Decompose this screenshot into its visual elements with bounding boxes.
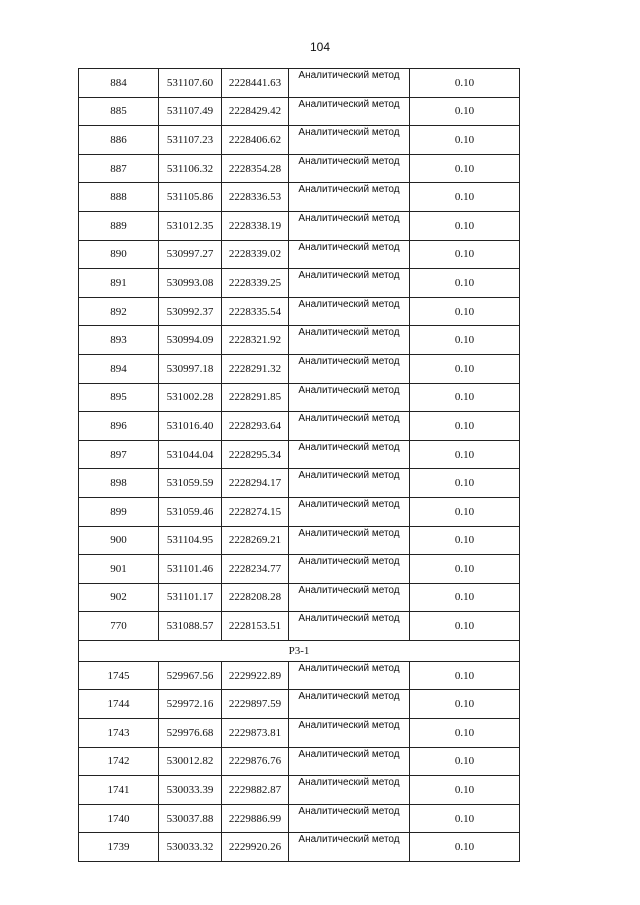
table-row (79, 354, 520, 383)
point-id-cell: 885 (79, 97, 159, 126)
method-cell: Аналитический метод (289, 69, 410, 98)
x-coordinate-cell: 529967.56 (159, 661, 222, 690)
point-id-cell: 1741 (79, 776, 159, 805)
accuracy-cell: 0.10 (410, 269, 520, 298)
point-id-cell: 1742 (79, 747, 159, 776)
table-row (79, 497, 520, 526)
point-id-cell: 1743 (79, 719, 159, 748)
y-coordinate-cell: 2228441.63 (222, 69, 289, 98)
y-coordinate-cell: 2229897.59 (222, 690, 289, 719)
table-row (79, 126, 520, 155)
method-cell: Аналитический метод (289, 719, 410, 748)
y-coordinate-cell: 2228321.92 (222, 326, 289, 355)
y-coordinate-cell: 2228336.53 (222, 183, 289, 212)
accuracy-cell: 0.10 (410, 240, 520, 269)
y-coordinate-cell: 2228339.25 (222, 269, 289, 298)
method-cell: Аналитический метод (289, 747, 410, 776)
point-id-cell: 901 (79, 555, 159, 584)
table-row (79, 583, 520, 612)
point-id-cell: 893 (79, 326, 159, 355)
section-header-body (79, 640, 520, 661)
x-coordinate-cell: 530992.37 (159, 297, 222, 326)
section-label: Р3-1 (79, 640, 520, 661)
accuracy-cell: 0.10 (410, 583, 520, 612)
table-row (79, 69, 520, 98)
point-id-cell: 1744 (79, 690, 159, 719)
point-id-cell: 1745 (79, 661, 159, 690)
x-coordinate-cell: 531104.95 (159, 526, 222, 555)
method-cell: Аналитический метод (289, 183, 410, 212)
method-cell: Аналитический метод (289, 240, 410, 269)
x-coordinate-cell: 530012.82 (159, 747, 222, 776)
table-row (79, 97, 520, 126)
method-cell: Аналитический метод (289, 326, 410, 355)
y-coordinate-cell: 2229882.87 (222, 776, 289, 805)
x-coordinate-cell: 531101.46 (159, 555, 222, 584)
accuracy-cell: 0.10 (410, 612, 520, 641)
method-cell: Аналитический метод (289, 211, 410, 240)
method-cell: Аналитический метод (289, 154, 410, 183)
accuracy-cell: 0.10 (410, 326, 520, 355)
accuracy-cell: 0.10 (410, 440, 520, 469)
point-id-cell: 888 (79, 183, 159, 212)
table-row (79, 804, 520, 833)
point-id-cell: 896 (79, 412, 159, 441)
method-cell: Аналитический метод (289, 661, 410, 690)
x-coordinate-cell: 530997.27 (159, 240, 222, 269)
y-coordinate-cell: 2228294.17 (222, 469, 289, 498)
accuracy-cell: 0.10 (410, 661, 520, 690)
y-coordinate-cell: 2228153.51 (222, 612, 289, 641)
y-coordinate-cell: 2228339.02 (222, 240, 289, 269)
table-row (79, 297, 520, 326)
x-coordinate-cell: 531059.46 (159, 497, 222, 526)
table-row (79, 833, 520, 862)
table-row (79, 269, 520, 298)
accuracy-cell: 0.10 (410, 690, 520, 719)
x-coordinate-cell: 530033.32 (159, 833, 222, 862)
y-coordinate-cell: 2229920.26 (222, 833, 289, 862)
y-coordinate-cell: 2229873.81 (222, 719, 289, 748)
point-id-cell: 897 (79, 440, 159, 469)
point-id-cell: 899 (79, 497, 159, 526)
table-row (79, 469, 520, 498)
method-cell: Аналитический метод (289, 412, 410, 441)
table-row (79, 211, 520, 240)
table-row (79, 154, 520, 183)
y-coordinate-cell: 2228269.21 (222, 526, 289, 555)
point-id-cell: 770 (79, 612, 159, 641)
x-coordinate-cell: 531107.23 (159, 126, 222, 155)
point-id-cell: 887 (79, 154, 159, 183)
x-coordinate-cell: 529976.68 (159, 719, 222, 748)
y-coordinate-cell: 2228406.62 (222, 126, 289, 155)
x-coordinate-cell: 531106.32 (159, 154, 222, 183)
method-cell: Аналитический метод (289, 297, 410, 326)
y-coordinate-cell: 2228234.77 (222, 555, 289, 584)
x-coordinate-cell: 531002.28 (159, 383, 222, 412)
accuracy-cell: 0.10 (410, 804, 520, 833)
accuracy-cell: 0.10 (410, 97, 520, 126)
y-coordinate-cell: 2228354.28 (222, 154, 289, 183)
x-coordinate-cell: 530037.88 (159, 804, 222, 833)
table-body-after (79, 661, 520, 861)
x-coordinate-cell: 531044.04 (159, 440, 222, 469)
accuracy-cell: 0.10 (410, 211, 520, 240)
y-coordinate-cell: 2228293.64 (222, 412, 289, 441)
table-row (79, 661, 520, 690)
table-row (79, 240, 520, 269)
accuracy-cell: 0.10 (410, 747, 520, 776)
x-coordinate-cell: 531088.57 (159, 612, 222, 641)
method-cell: Аналитический метод (289, 383, 410, 412)
accuracy-cell: 0.10 (410, 776, 520, 805)
accuracy-cell: 0.10 (410, 354, 520, 383)
point-id-cell: 889 (79, 211, 159, 240)
point-id-cell: 892 (79, 297, 159, 326)
accuracy-cell: 0.10 (410, 555, 520, 584)
method-cell: Аналитический метод (289, 555, 410, 584)
table-row (79, 612, 520, 641)
point-id-cell: 895 (79, 383, 159, 412)
method-cell: Аналитический метод (289, 440, 410, 469)
x-coordinate-cell: 531059.59 (159, 469, 222, 498)
accuracy-cell: 0.10 (410, 383, 520, 412)
x-coordinate-cell: 531107.60 (159, 69, 222, 98)
accuracy-cell: 0.10 (410, 412, 520, 441)
table-row (79, 383, 520, 412)
x-coordinate-cell: 531107.49 (159, 97, 222, 126)
point-id-cell: 891 (79, 269, 159, 298)
table-row (79, 555, 520, 584)
method-cell: Аналитический метод (289, 469, 410, 498)
y-coordinate-cell: 2228338.19 (222, 211, 289, 240)
table-row (79, 183, 520, 212)
accuracy-cell: 0.10 (410, 497, 520, 526)
point-id-cell: 886 (79, 126, 159, 155)
y-coordinate-cell: 2228208.28 (222, 583, 289, 612)
y-coordinate-cell: 2228291.32 (222, 354, 289, 383)
x-coordinate-cell: 529972.16 (159, 690, 222, 719)
table-row (79, 719, 520, 748)
y-coordinate-cell: 2228291.85 (222, 383, 289, 412)
x-coordinate-cell: 531105.86 (159, 183, 222, 212)
y-coordinate-cell: 2229922.89 (222, 661, 289, 690)
method-cell: Аналитический метод (289, 833, 410, 862)
point-id-cell: 902 (79, 583, 159, 612)
x-coordinate-cell: 531101.17 (159, 583, 222, 612)
method-cell: Аналитический метод (289, 97, 410, 126)
point-id-cell: 1739 (79, 833, 159, 862)
y-coordinate-cell: 2229876.76 (222, 747, 289, 776)
method-cell: Аналитический метод (289, 526, 410, 555)
x-coordinate-cell: 530993.08 (159, 269, 222, 298)
method-cell: Аналитический метод (289, 804, 410, 833)
table-row (79, 412, 520, 441)
method-cell: Аналитический метод (289, 269, 410, 298)
section-row (79, 640, 520, 661)
method-cell: Аналитический метод (289, 776, 410, 805)
point-id-cell: 898 (79, 469, 159, 498)
y-coordinate-cell: 2228429.42 (222, 97, 289, 126)
x-coordinate-cell: 531016.40 (159, 412, 222, 441)
accuracy-cell: 0.10 (410, 297, 520, 326)
accuracy-cell: 0.10 (410, 183, 520, 212)
y-coordinate-cell: 2229886.99 (222, 804, 289, 833)
table-row (79, 690, 520, 719)
method-cell: Аналитический метод (289, 497, 410, 526)
table-row (79, 526, 520, 555)
accuracy-cell: 0.10 (410, 833, 520, 862)
y-coordinate-cell: 2228295.34 (222, 440, 289, 469)
table-row (79, 776, 520, 805)
accuracy-cell: 0.10 (410, 69, 520, 98)
table-row (79, 440, 520, 469)
point-id-cell: 894 (79, 354, 159, 383)
x-coordinate-cell: 530033.39 (159, 776, 222, 805)
y-coordinate-cell: 2228335.54 (222, 297, 289, 326)
table-body-before (79, 69, 520, 641)
accuracy-cell: 0.10 (410, 526, 520, 555)
x-coordinate-cell: 531012.35 (159, 211, 222, 240)
accuracy-cell: 0.10 (410, 154, 520, 183)
point-id-cell: 890 (79, 240, 159, 269)
table-row (79, 747, 520, 776)
method-cell: Аналитический метод (289, 354, 410, 383)
page-number: 104 (309, 40, 331, 54)
coordinates-table (78, 68, 520, 862)
point-id-cell: 1740 (79, 804, 159, 833)
method-cell: Аналитический метод (289, 690, 410, 719)
y-coordinate-cell: 2228274.15 (222, 497, 289, 526)
accuracy-cell: 0.10 (410, 719, 520, 748)
method-cell: Аналитический метод (289, 126, 410, 155)
x-coordinate-cell: 530997.18 (159, 354, 222, 383)
point-id-cell: 884 (79, 69, 159, 98)
point-id-cell: 900 (79, 526, 159, 555)
method-cell: Аналитический метод (289, 583, 410, 612)
accuracy-cell: 0.10 (410, 469, 520, 498)
table-row (79, 326, 520, 355)
x-coordinate-cell: 530994.09 (159, 326, 222, 355)
accuracy-cell: 0.10 (410, 126, 520, 155)
method-cell: Аналитический метод (289, 612, 410, 641)
